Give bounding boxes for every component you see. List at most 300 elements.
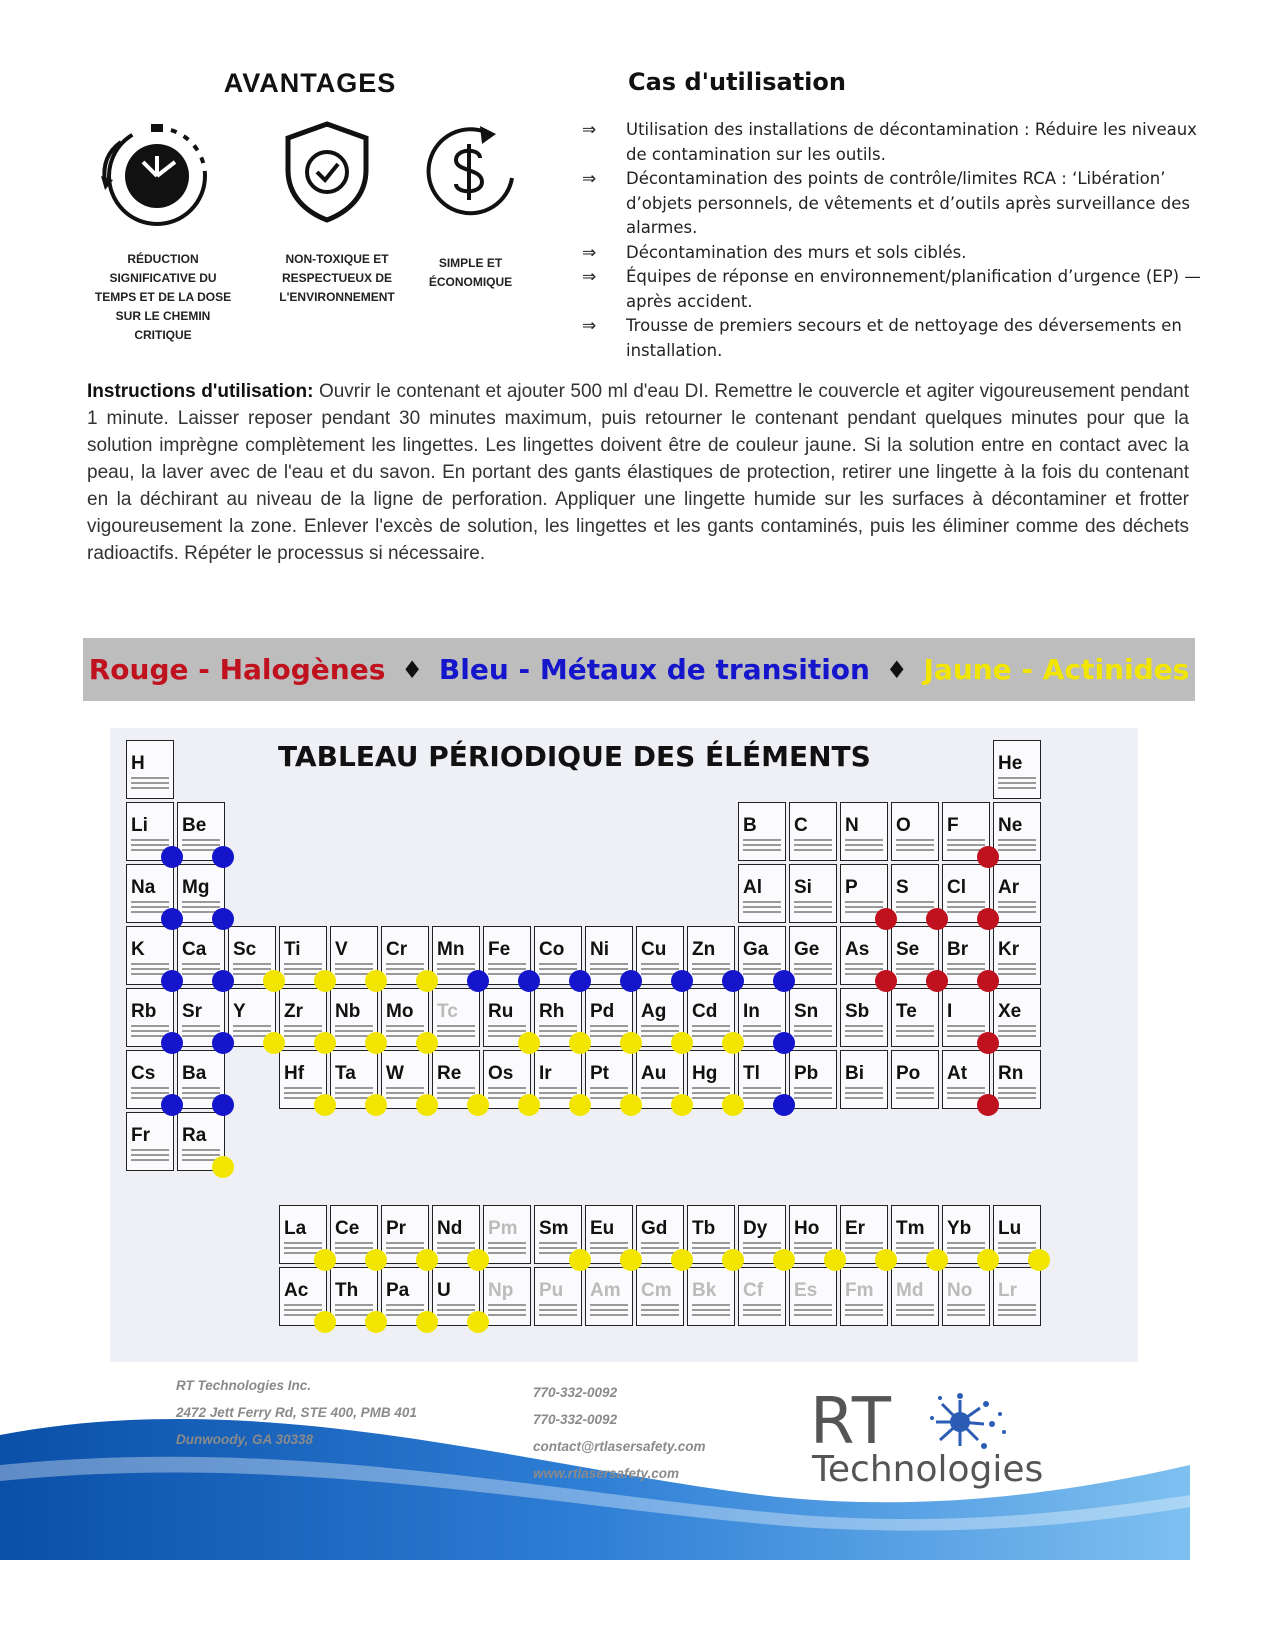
element-cell [840, 802, 888, 861]
element-symbol: Mg [182, 877, 210, 898]
element-cell [636, 1050, 684, 1109]
element-cell [126, 988, 174, 1047]
element-symbol: Eu [590, 1218, 615, 1239]
element-cell [687, 988, 735, 1047]
element-symbol: Mn [437, 939, 465, 960]
legend-red: Rouge - Halogènes [88, 653, 386, 686]
element-symbol: N [845, 815, 859, 836]
marker-dot [314, 1094, 336, 1116]
element-cell [279, 926, 327, 985]
element-cell [177, 1050, 225, 1109]
element-symbol: S [896, 877, 909, 898]
element-cell [330, 926, 378, 985]
footer-address-line2: Dunwoody, GA 30338 [176, 1432, 314, 1447]
element-symbol: Os [488, 1063, 514, 1084]
element-symbol: In [743, 1001, 760, 1022]
element-cell [228, 988, 276, 1047]
element-cell [483, 1050, 531, 1109]
marker-dot [212, 970, 234, 992]
element-symbol: Pr [386, 1218, 407, 1239]
element-cell [636, 1267, 684, 1326]
element-symbol: He [998, 753, 1023, 774]
element-cell [891, 926, 939, 985]
marker-dot [212, 846, 234, 868]
marker-dot [365, 1311, 387, 1333]
element-cell [993, 864, 1041, 923]
element-cell [534, 1205, 582, 1264]
element-symbol: Es [794, 1280, 818, 1301]
element-symbol: Cs [131, 1063, 156, 1084]
element-symbol: Tb [692, 1218, 716, 1239]
instructions-text: Ouvrir le contenant et ajouter 500 ml d'eau DI. Remettre le couvercle et agiter vigoureusement pendant 1 minute. Laisser reposer pendant 30 minutes maximum, puis retourner le contenant pendant quelques minutes pour que la solution imprègne complètement les lingettes. Les lingettes doivent être de couleur jaune. Si la solution entre en contact avec la peau, la laver avec de l'eau et du savon. En portant des gants élastiques de protection, retirer une lingette à la fois du contenant en la déchirant au niveau de la ligne de perforation. Appliquer une lingette humide sur les surfaces à décontaminer et frotter vigoureusement la zone. Enlever l'excès de solution, les lingettes et les gants contaminés, puis les éliminer comme des déchets radioactifs. Répéter le processus si nécessaire. [87, 381, 1189, 564]
marker-dot [671, 1032, 693, 1054]
marker-dot [314, 970, 336, 992]
element-symbol: Zn [692, 939, 716, 960]
element-cell [483, 1267, 531, 1326]
marker-dot [212, 908, 234, 930]
marker-dot [926, 908, 948, 930]
element-cell [687, 1205, 735, 1264]
logo-technologies: Technologies [812, 1449, 1044, 1490]
element-symbol: Ho [794, 1218, 820, 1239]
element-cell [789, 988, 837, 1047]
marker-dot [671, 1249, 693, 1271]
marker-dot [977, 908, 999, 930]
element-symbol: Pd [590, 1001, 615, 1022]
marker-dot [365, 1249, 387, 1271]
element-cell [585, 988, 633, 1047]
element-cell [432, 926, 480, 985]
arrow-icon: ⇒ [582, 316, 597, 336]
element-cell [177, 1112, 225, 1171]
element-cell [381, 926, 429, 985]
element-symbol: Cd [692, 1001, 718, 1022]
marker-dot [365, 1032, 387, 1054]
element-symbol: Pa [386, 1280, 410, 1301]
element-symbol: Dy [743, 1218, 768, 1239]
element-symbol: Ar [998, 877, 1020, 898]
marker-dot [161, 1094, 183, 1116]
element-cell [891, 802, 939, 861]
element-cell [381, 1050, 429, 1109]
marker-dot [314, 1032, 336, 1054]
element-symbol: Sc [233, 939, 257, 960]
element-symbol: Be [182, 815, 207, 836]
element-symbol: Ir [539, 1063, 552, 1084]
element-cell [483, 988, 531, 1047]
element-cell [177, 988, 225, 1047]
logo-rt: RT [810, 1385, 893, 1459]
element-cell [942, 864, 990, 923]
element-symbol: Lr [998, 1280, 1017, 1301]
marker-dot [722, 1032, 744, 1054]
marker-dot [671, 1094, 693, 1116]
element-symbol: Cu [641, 939, 667, 960]
element-cell [840, 988, 888, 1047]
element-cell [330, 1267, 378, 1326]
marker-dot [263, 970, 285, 992]
element-cell [942, 1050, 990, 1109]
marker-dot [212, 1156, 234, 1178]
element-symbol: Md [896, 1280, 924, 1301]
marker-dot [722, 1094, 744, 1116]
advantage-label-dose: RÉDUCTION SIGNIFICATIVE DU TEMPS ET DE LA DOSE SUR LE CHEMIN CRITIQUE [94, 252, 232, 342]
element-symbol: Gd [641, 1218, 668, 1239]
element-cell [789, 802, 837, 861]
element-symbol: Xe [998, 1001, 1022, 1022]
element-cell [534, 1267, 582, 1326]
element-cell [840, 1205, 888, 1264]
marker-dot [569, 1094, 591, 1116]
marker-dot [569, 1032, 591, 1054]
element-symbol: C [794, 815, 808, 836]
use-cases-title: Cas d'utilisation [628, 68, 846, 96]
element-symbol: Au [641, 1063, 667, 1084]
element-symbol: Er [845, 1218, 866, 1239]
marker-dot [620, 1249, 642, 1271]
element-symbol: Fe [488, 939, 511, 960]
legend-blue: Bleu - Métaux de transition [438, 653, 870, 686]
element-symbol: Br [947, 939, 969, 960]
element-cell [840, 926, 888, 985]
element-cell [585, 1267, 633, 1326]
element-symbol: Ca [182, 939, 207, 960]
element-symbol: Zr [284, 1001, 303, 1022]
periodic-table-title: TABLEAU PÉRIODIQUE DES ÉLÉMENTS [278, 740, 871, 773]
element-cell [432, 1267, 480, 1326]
element-symbol: F [947, 815, 959, 836]
logo-burst-icon [920, 1388, 1010, 1458]
element-cell [738, 1050, 786, 1109]
list-item: ⇒ Équipes de réponse en environnement/planification d’urgence (EP) — après accident. [582, 267, 1201, 311]
element-symbol: Nd [437, 1218, 463, 1239]
element-cell [993, 740, 1041, 799]
element-cell [891, 1050, 939, 1109]
element-symbol: Ta [335, 1063, 356, 1084]
element-cell [279, 1267, 327, 1326]
arrow-icon: ⇒ [582, 169, 597, 189]
element-cell [636, 1205, 684, 1264]
element-symbol: P [845, 877, 858, 898]
element-cell [993, 988, 1041, 1047]
element-symbol: Tl [743, 1063, 760, 1084]
element-cell [840, 1267, 888, 1326]
marker-dot [875, 970, 897, 992]
marker-dot [416, 970, 438, 992]
marker-dot [365, 970, 387, 992]
element-symbol: Np [488, 1280, 514, 1301]
element-symbol: Pb [794, 1063, 819, 1084]
marker-dot [569, 1249, 591, 1271]
element-symbol: Po [896, 1063, 921, 1084]
advantage-label-nontoxic: NON-TOXIQUE ET RESPECTUEUX DE L'ENVIRONNEMENT [279, 252, 395, 304]
marker-dot [212, 1032, 234, 1054]
element-cell [891, 988, 939, 1047]
list-item: ⇒ Décontamination des murs et sols ciblés. [582, 241, 1202, 266]
element-symbol: No [947, 1280, 973, 1301]
element-cell [942, 1205, 990, 1264]
marker-dot [467, 1249, 489, 1271]
use-cases-list [582, 118, 1202, 363]
element-cell [687, 1267, 735, 1326]
marker-dot [620, 1032, 642, 1054]
element-cell [432, 1050, 480, 1109]
element-symbol: O [896, 815, 911, 836]
marker-dot [620, 1094, 642, 1116]
element-cell [993, 1205, 1041, 1264]
element-symbol: Re [437, 1063, 462, 1084]
element-cell [381, 988, 429, 1047]
marker-dot [161, 846, 183, 868]
element-symbol: Ru [488, 1001, 514, 1022]
marker-dot [875, 1249, 897, 1271]
element-symbol: Ga [743, 939, 769, 960]
element-cell [126, 1112, 174, 1171]
element-cell [177, 926, 225, 985]
element-cell [738, 802, 786, 861]
element-cell [942, 802, 990, 861]
element-symbol: Ag [641, 1001, 667, 1022]
element-cell [177, 802, 225, 861]
element-cell [126, 926, 174, 985]
footer-address-line1: 2472 Jett Ferry Rd, STE 400, PMB 401 [176, 1405, 417, 1420]
marker-dot [926, 1249, 948, 1271]
element-symbol: Hf [284, 1063, 305, 1084]
element-symbol: Cr [386, 939, 408, 960]
element-cell [891, 864, 939, 923]
element-symbol: Ge [794, 939, 820, 960]
element-cell [585, 1050, 633, 1109]
element-symbol: H [131, 753, 145, 774]
element-cell [585, 1205, 633, 1264]
element-cell [585, 926, 633, 985]
element-cell [789, 1267, 837, 1326]
marker-dot [416, 1249, 438, 1271]
marker-dot [161, 970, 183, 992]
element-symbol: Co [539, 939, 565, 960]
element-cell [738, 988, 786, 1047]
arrow-icon: ⇒ [582, 242, 597, 263]
element-symbol: Pm [488, 1218, 518, 1239]
element-cell [942, 1267, 990, 1326]
element-symbol: Rb [131, 1001, 157, 1022]
element-cell [738, 1267, 786, 1326]
element-cell [483, 1205, 531, 1264]
marker-dot [467, 1311, 489, 1333]
element-cell [432, 1205, 480, 1264]
marker-dot [773, 970, 795, 992]
periodic-table [110, 728, 1138, 1362]
marker-dot [416, 1311, 438, 1333]
marker-dot [263, 1032, 285, 1054]
element-symbol: Hg [692, 1063, 718, 1084]
element-symbol: Ce [335, 1218, 360, 1239]
list-item: ⇒ Trousse de premiers secours et de nettoyage des déversements en installation. [582, 316, 1182, 360]
element-cell [534, 988, 582, 1047]
marker-dot [569, 970, 591, 992]
element-cell [381, 1267, 429, 1326]
marker-dot [416, 1032, 438, 1054]
element-cell [279, 1205, 327, 1264]
element-cell [993, 1267, 1041, 1326]
element-cell [279, 1050, 327, 1109]
element-cell [789, 1050, 837, 1109]
element-cell [330, 1205, 378, 1264]
element-cell [381, 1205, 429, 1264]
element-cell [483, 926, 531, 985]
element-cell [126, 802, 174, 861]
element-cell [330, 988, 378, 1047]
element-symbol: V [335, 939, 348, 960]
instructions-label: Instructions d'utilisation: [87, 381, 314, 402]
element-cell [687, 1050, 735, 1109]
marker-dot [773, 1094, 795, 1116]
element-symbol: Kr [998, 939, 1020, 960]
marker-dot [977, 970, 999, 992]
marker-dot [722, 970, 744, 992]
element-symbol: Li [131, 815, 148, 836]
legend-yellow: Jaune - Actinides [923, 653, 1190, 686]
element-symbol: Fm [845, 1280, 874, 1301]
element-symbol: Na [131, 877, 156, 898]
instructions-paragraph [87, 378, 1189, 567]
element-cell [891, 1267, 939, 1326]
footer-phone1: 770-332-0092 [533, 1385, 618, 1400]
element-cell [432, 988, 480, 1047]
element-symbol: Sm [539, 1218, 569, 1239]
element-cell [942, 988, 990, 1047]
marker-dot [722, 1249, 744, 1271]
marker-dot [161, 908, 183, 930]
element-symbol: Rn [998, 1063, 1024, 1084]
element-cell [789, 864, 837, 923]
element-symbol: Y [233, 1001, 246, 1022]
arrow-icon: ⇒ [582, 267, 597, 287]
element-symbol: Pt [590, 1063, 609, 1084]
footer-website[interactable]: www.rtlasersafety.com [533, 1466, 680, 1481]
marker-dot [671, 970, 693, 992]
element-cell [942, 926, 990, 985]
marker-dot [1028, 1249, 1050, 1271]
element-cell [738, 1205, 786, 1264]
element-cell [993, 926, 1041, 985]
element-symbol: Yb [947, 1218, 972, 1239]
element-cell [993, 802, 1041, 861]
element-symbol: Cf [743, 1280, 764, 1301]
diamond-icon: ♦ [885, 655, 908, 684]
element-symbol: Cm [641, 1280, 672, 1301]
element-cell [891, 1205, 939, 1264]
list-item: ⇒ Décontamination des points de contrôle/limites RCA : ‘Libération’ d’objets personnels, de vêtements et d’outils après surveillance des alarmes. [582, 169, 1190, 237]
element-symbol: Tm [896, 1218, 925, 1239]
element-symbol: Ni [590, 939, 609, 960]
element-cell [126, 740, 174, 799]
element-symbol: Al [743, 877, 762, 898]
element-cell [738, 864, 786, 923]
marker-dot [977, 1249, 999, 1271]
element-symbol: Mo [386, 1001, 414, 1022]
element-symbol: Th [335, 1280, 359, 1301]
marker-dot [977, 1094, 999, 1116]
element-cell [993, 1050, 1041, 1109]
marker-dot [875, 908, 897, 930]
element-cell [330, 1050, 378, 1109]
advantages-title: AVANTAGES [223, 68, 397, 98]
marker-dot [977, 1032, 999, 1054]
element-cell [126, 864, 174, 923]
element-symbol: Bi [845, 1063, 864, 1084]
marker-dot [926, 970, 948, 992]
element-symbol: Sr [182, 1001, 203, 1022]
element-symbol: Fr [131, 1125, 150, 1146]
marker-dot [518, 1032, 540, 1054]
marker-dot [416, 1094, 438, 1116]
element-cell [228, 926, 276, 985]
element-cell [738, 926, 786, 985]
element-cell [687, 926, 735, 985]
element-cell [840, 1050, 888, 1109]
footer-phone2: 770-332-0092 [533, 1412, 618, 1427]
element-symbol: Pu [539, 1280, 564, 1301]
marker-dot [467, 970, 489, 992]
element-symbol: Ac [284, 1280, 309, 1301]
element-cell [177, 864, 225, 923]
element-symbol: Nb [335, 1001, 361, 1022]
arrow-icon: ⇒ [582, 120, 597, 140]
element-cell [534, 926, 582, 985]
element-symbol: U [437, 1280, 451, 1301]
element-cell [636, 926, 684, 985]
marker-dot [518, 1094, 540, 1116]
element-symbol: Ti [284, 939, 301, 960]
element-symbol: Se [896, 939, 920, 960]
footer-email[interactable]: contact@rtlasersafety.com [533, 1439, 706, 1454]
element-symbol: Te [896, 1001, 917, 1022]
clock-icon [95, 118, 215, 226]
marker-dot [161, 1032, 183, 1054]
element-cell [534, 1050, 582, 1109]
element-symbol: Rh [539, 1001, 565, 1022]
element-symbol: I [947, 1001, 953, 1022]
element-cell [789, 1205, 837, 1264]
marker-dot [518, 970, 540, 992]
marker-dot [365, 1094, 387, 1116]
element-symbol: W [386, 1063, 404, 1084]
element-cell [840, 864, 888, 923]
element-symbol: Si [794, 877, 812, 898]
element-symbol: Sb [845, 1001, 870, 1022]
element-cell [279, 988, 327, 1047]
marker-dot [467, 1094, 489, 1116]
list-item: ⇒ Utilisation des installations de décontamination : Réduire les niveaux de contamination sur les outils. [582, 120, 1197, 164]
color-legend-banner [83, 638, 1195, 701]
footer-company: RT Technologies Inc. [176, 1378, 312, 1393]
marker-dot [773, 1249, 795, 1271]
element-cell [126, 1050, 174, 1109]
element-symbol: Sn [794, 1001, 819, 1022]
element-symbol: Ne [998, 815, 1023, 836]
marker-dot [314, 1249, 336, 1271]
element-symbol: Ra [182, 1125, 207, 1146]
element-cell [789, 926, 837, 985]
element-symbol: Lu [998, 1218, 1022, 1239]
diamond-icon: ♦ [401, 655, 423, 684]
dollar-cycle-icon [420, 120, 520, 224]
element-symbol: As [845, 939, 870, 960]
element-symbol: Tc [437, 1001, 458, 1022]
element-cell [636, 988, 684, 1047]
shield-check-icon [282, 120, 372, 224]
